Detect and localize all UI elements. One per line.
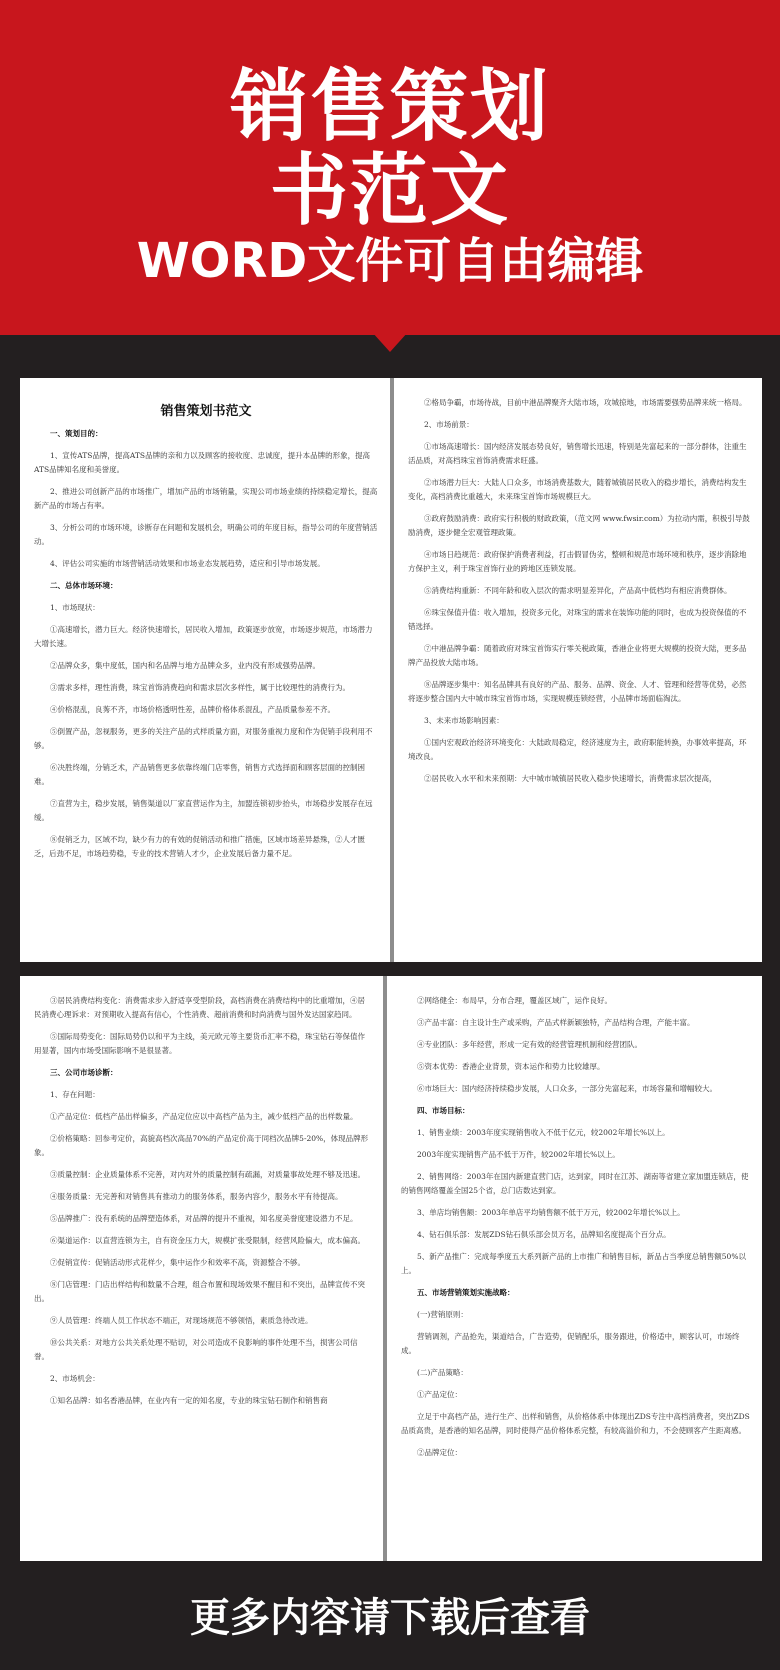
document-paragraph: ⑤消费结构重新：不同年龄和收入层次的需求明显差异化，产品高中低档均有相应消费群体。 (424, 586, 732, 595)
document-paragraph: ③需求多样，理性消费，珠宝首饰消费趋向和需求层次多样性，属于比较理性的消费行为。 (50, 683, 350, 692)
document-paragraph: ⑤资本优势：香港企业背景，资本运作和势力比较雄厚。 (417, 1062, 605, 1071)
document-paragraph: ⑤国际局势变化：国际局势仍以和平为主线，美元欧元等主要货币汇率不稳，珠宝钻石等保值作用显著，国内市场受国际影响不是很显著。 (34, 1032, 365, 1055)
document-paragraph: ⑧门店管理：门店出样结构和数量不合理，组合布置和现场效果不醒目和不突出，品牌宣传不突出。 (34, 1280, 365, 1303)
document-paragraph: 1、宣传ATS品牌，提高ATS品牌的亲和力以及顾客的接收度、忠诚度，提升本品牌的形象，提高ATS品牌知名度和美誉度。 (34, 451, 371, 474)
section-heading: 三、公司市场诊断： (50, 1068, 118, 1077)
document-paragraph: 2、推进公司创新产品的市场推广，增加产品的市场销量，实现公司市场业绩的持续稳定增长，提高新产品的市场占有率。 (34, 487, 378, 510)
document-paragraph: ⑨人员管理：终端人员工作状态不端正，对现场规范不够领悟，素质急待改进。 (50, 1316, 313, 1325)
document-paragraph: ⑦促销宣传：促销活动形式花样少，集中运作少和效率不高，资源整合不够。 (50, 1258, 305, 1267)
document-page-4 (387, 976, 762, 1561)
document-paragraph: ③质量控制：企业质量体系不完善，对内对外的质量控制有疏漏，对质量事故处理不够及迅速。 (50, 1170, 365, 1179)
banner-pointer (372, 332, 408, 352)
document-page-3 (20, 976, 383, 1561)
document-paragraph: (一)营销原则： (417, 1310, 468, 1319)
document-paragraph: ④价格混乱，良莠不齐，市场价格透明性差，品牌价格体系混乱，产品质量参差不齐。 (50, 705, 335, 714)
header-banner (0, 0, 780, 335)
document-paragraph: ⑦中港品牌争霸：随着政府对珠宝首饰实行零关税政策，香港企业将更大规模的投资大陆，更多品牌产品投放大陆市场。 (408, 644, 747, 667)
document-paragraph: ⑦直营为主，稳步发展，销售渠道以厂家直营运作为主，加盟连锁初步抬头，市场稳步发展存在远缓。 (34, 799, 373, 822)
document-paragraph: ③居民消费结构变化：消费需求步入舒适享受型阶段，高档消费在消费结构中的比重增加，④居民消费心理诉求：对预期收入提高有信心，个性消费、超前消费和时尚消费与国外发达国家趋同。 (34, 996, 365, 1019)
document-page-1 (20, 378, 390, 962)
banner-subtitle: WORD文件可自由编辑 (136, 233, 644, 289)
document-paragraph: ①知名品牌：如名香港品牌，在业内有一定的知名度，专业的珠宝钻石制作和销售商 (50, 1396, 328, 1405)
document-title: 销售策划书范文 (160, 404, 252, 419)
document-paragraph: ①市场高速增长：国内经济发展态势良好，销售增长迅速，特别是先富起来的一部分群体，注重生活品质，对高档珠宝首饰消费需求旺盛。 (408, 442, 747, 465)
download-hint: 更多内容请下载后查看 (190, 1595, 590, 1641)
document-paragraph: ⑤倒置产品，忽视服务，更多的关注产品的式样质量方面，对服务重视力度和作为促销手段利用不够。 (34, 727, 373, 750)
document-paragraph: ①产品定位： (417, 1390, 462, 1399)
document-page-2 (394, 378, 762, 962)
document-paragraph: ⑧促销乏力，区域不均，缺少有力的有效的促销活动和推广措施，区域市场差异悬殊，②人才匮乏，后劲不足，市场趋势稳，专业的技术营销人才少，企业发展后备力量不足。 (34, 835, 365, 858)
document-paragraph: ⑥市场巨大：国内经济持续稳步发展，人口众多，一部分先富起来，市场容量和增幅较大。 (417, 1084, 717, 1093)
document-paragraph: 4、钻石俱乐部：发展ZDS钻石俱乐部会员万名，品牌知名度提高个百分点。 (417, 1230, 671, 1239)
section-heading: 二、总体市场环境： (50, 581, 118, 590)
document-paragraph: 3、未来市场影响因素： (424, 716, 504, 725)
document-paragraph: 1、存在问题： (50, 1090, 100, 1099)
document-paragraph: ②格局争霸，市场待战，目前中港品牌聚齐大陆市场，攻城掠地，市场需要强势品牌来统一格局。 (424, 398, 747, 407)
document-paragraph: ①高速增长，潜力巨大。经济快速增长，居民收入增加，政策逐步放宽，市场逐步规范，市场潜力大增长速。 (34, 625, 373, 648)
document-paragraph: ①产品定位：低档产品出样偏多，产品定位应以中高档产品为主，减少低档产品的出样数量。 (50, 1112, 358, 1121)
document-paragraph: 营销调剂，产品抢先，渠道结合，广告造势，促销配乐，服务跟进，价格适中，顾客认可，市场终成。 (401, 1332, 740, 1355)
document-paragraph: 3、分析公司的市场环境，诊断存在问题和发展机会，明确公司的年度目标，指导公司的年度营销活动。 (34, 523, 378, 546)
document-paragraph: 1、销售业绩：2003年度实现销售收入不低于亿元，较2002年增长%以上。 (417, 1128, 670, 1137)
document-paragraph: ③政府鼓励消费：政府实行积极的财政政策，（范文网 www.fwsir.com）为拉动内需，积极引导鼓励消费，逐步健全宏观管理政策。 (408, 514, 750, 537)
document-paragraph: 4、评估公司实施的市场营销活动效果和市场业态发展趋势，适应和引导市场发展。 (50, 559, 325, 568)
document-paragraph: 2、市场前景： (424, 420, 474, 429)
document-paragraph: ②网络健全：布局早，分布合理，覆盖区域广，运作良好。 (417, 996, 612, 1005)
banner-title-line1: 销售策划 (229, 62, 550, 152)
document-paragraph: 1、市场现状： (50, 603, 100, 612)
document-paragraph: ⑤品牌推广：没有系统的品牌塑造体系，对品牌的提升不重视，知名度美誉度建设潜力不足。 (50, 1214, 358, 1223)
document-paragraph: 3、单店均销售额：2003年单店平均销售额不低于万元，较2002年增长%以上。 (417, 1208, 685, 1217)
document-paragraph: ④市场日趋规范：政府保护消费者利益，打击假冒伪劣，整顿和规范市场环境和秩序，逐步消除地方保护主义，利于珠宝首饰行业的跨地区连锁发展。 (408, 550, 747, 573)
document-paragraph: ⑥决胜终端，分销乏术，产品销售更多依靠终端门店零售，销售方式选择面和顾客层面的控制困难。 (34, 763, 365, 786)
banner-title-line2: 书范文 (269, 146, 510, 236)
document-paragraph: ②市场潜力巨大：大陆人口众多，市场消费基数大，随着城镇居民收入的稳步增长，消费结构发生变化，高档消费比重越大，未来珠宝首饰市场规模巨大。 (408, 478, 747, 501)
document-paragraph: 2、销售网络：2003年在国内新建直营门店，达到家，同时在江苏、湖南等省建立家加盟连锁店，使的销售网络覆盖全国25个省，总门店数达到家。 (401, 1172, 749, 1195)
document-paragraph: ⑥珠宝保值升值：收入增加，投资多元化，对珠宝的需求在装饰功能的同时，也成为投资保值的不错选择。 (408, 608, 747, 631)
document-paragraph: ⑥渠道运作：以直营连锁为主，自有资金压力大，规模扩张受限制，经营风险偏大，成本偏高。 (50, 1236, 365, 1245)
document-paragraph: 2、市场机会： (50, 1374, 100, 1383)
document-paragraph: ④专业团队：多年经营，形成一定有效的经营管理机制和经营团队。 (417, 1040, 642, 1049)
document-paragraph: (二)产品策略： (417, 1368, 468, 1377)
document-paragraph: 2003年度实现销售产品不低于万件，较2002年增长%以上。 (417, 1150, 620, 1159)
document-paragraph: ②品牌定位： (417, 1448, 462, 1457)
document-paragraph: 立足于中高档产品，进行生产、出样和销售，从价格体系中体现出ZDS专注中高档消费者，突出ZDS品质高贵，是香港的知名品牌，同时使得产品价格体系完整，有较高溢价和力，不会使顾客产生距离感。 (401, 1412, 750, 1435)
document-paragraph: ①国内宏观政治经济环境变化：大陆政局稳定，经济速度为主，政府职能转换，办事效率提高，环境改良。 (408, 738, 747, 761)
document-paragraph: 5、新产品推广：完成每季度五大系列新产品的上市推广和销售目标，新品占当季度总销售额50%以上。 (401, 1252, 746, 1275)
document-paragraph: ②价格策略：回参考定价，高貌高档次高品70%的产品定价高于同档次品牌5-20%，体现品牌形象。 (34, 1134, 369, 1157)
section-heading: 五、市场营销策划实施战略： (417, 1288, 515, 1297)
document-paragraph: ⑧品牌逐步集中：知名品牌具有良好的产品、服务、品牌、资金、人才、管理和经营等优势，必然将逐步整合国内大中城市珠宝首饰市场，实现规模连锁经营，小品牌市场面临淘汰。 (408, 680, 747, 703)
document-paragraph: ②品牌众多，集中度低，国内和名品牌与地方品牌众多，业内没有形成强势品牌。 (50, 661, 320, 670)
document-paragraph: ③产品丰富：自主设计生产或采购，产品式样新颖独特，产品结构合理，产能丰富。 (417, 1018, 695, 1027)
section-heading: 一、策划目的： (50, 429, 103, 438)
document-paragraph: ⑩公共关系：对地方公共关系处理不贴切，对公司造成不良影响的事件处理不当，损害公司信誉。 (34, 1338, 358, 1361)
section-heading: 四、市场目标： (417, 1106, 470, 1115)
document-paragraph: ④服务质量：无完善和对销售具有推动力的服务体系，服务内容少，服务水平有待提高。 (50, 1192, 343, 1201)
document-paragraph: ②居民收入水平和未来预期：大中城市城镇居民收入稳步快速增长，消费需求层次提高， (424, 774, 717, 783)
